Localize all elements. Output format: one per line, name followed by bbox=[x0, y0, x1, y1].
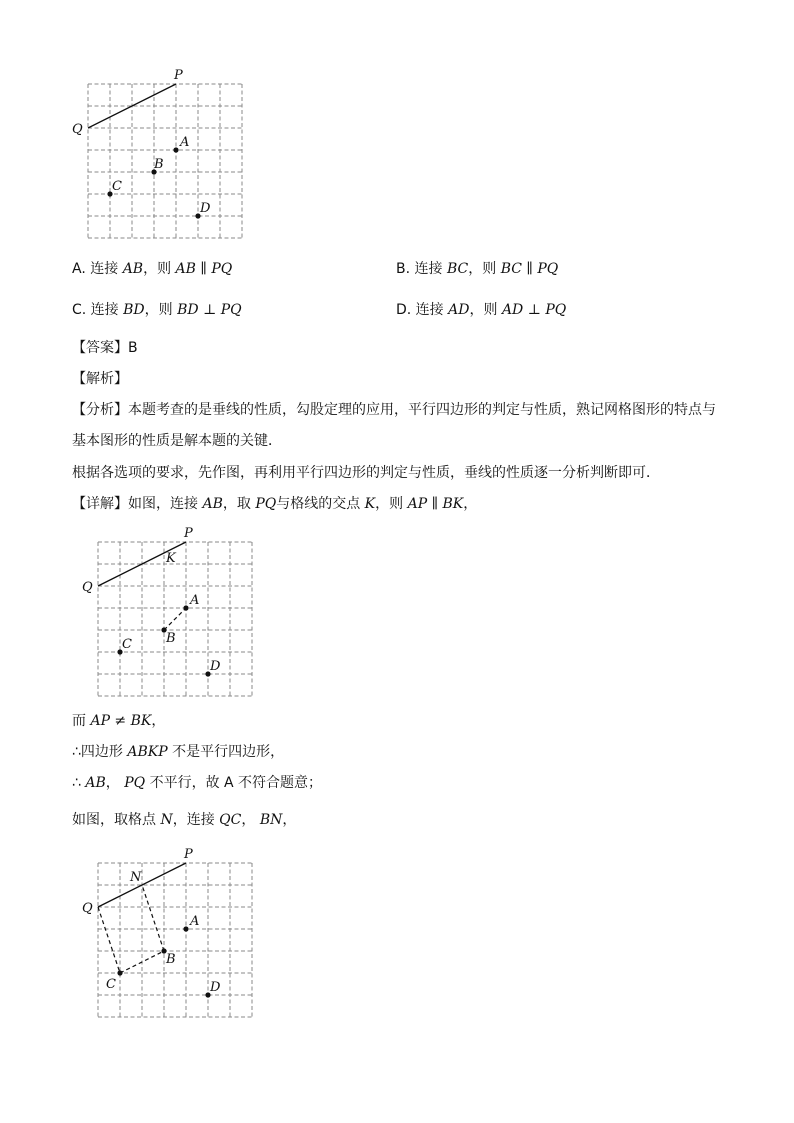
point-c bbox=[117, 970, 122, 975]
label-q: Q bbox=[82, 580, 93, 595]
line-3-text-1: ∴四边形 bbox=[72, 744, 128, 760]
point-a bbox=[183, 605, 188, 610]
detail-math-3: K bbox=[364, 496, 376, 512]
line-2 bbox=[72, 711, 165, 731]
point-a bbox=[173, 147, 178, 152]
label-d: D bbox=[210, 980, 221, 995]
line-3 bbox=[72, 742, 284, 762]
detail-line bbox=[72, 494, 477, 514]
option-b-mid: ，则 bbox=[468, 261, 501, 277]
figure-1 bbox=[70, 66, 250, 242]
option-b-prefix: B. 连接 bbox=[396, 261, 447, 277]
line-5 bbox=[72, 810, 296, 830]
line-5-math-1: N bbox=[160, 812, 173, 828]
grid-lines bbox=[88, 84, 242, 238]
label-n: N bbox=[130, 870, 142, 885]
label-b: B bbox=[166, 631, 176, 646]
option-c-prefix: C. 连接 bbox=[72, 302, 124, 318]
label-d: D bbox=[200, 201, 211, 216]
line-2-text-2: ， bbox=[151, 713, 166, 729]
fenxi-line-1 bbox=[72, 400, 716, 420]
grid-lines bbox=[98, 863, 252, 1017]
option-c-mid: ，则 bbox=[144, 302, 178, 318]
line-5-math-3: BN bbox=[259, 812, 283, 828]
figure-1-svg bbox=[70, 66, 250, 242]
option-b-seg: BC bbox=[446, 261, 469, 277]
figure-2 bbox=[80, 524, 260, 700]
line-4-text-2: ， bbox=[105, 775, 125, 791]
figure-3-svg bbox=[80, 845, 260, 1021]
line-5-text-3: ， bbox=[241, 812, 260, 828]
line-5-math-2: QC bbox=[219, 812, 242, 828]
option-a-prefix: A. 连接 bbox=[72, 261, 123, 277]
line-2-text-1: 而 bbox=[72, 713, 91, 729]
detail-math-4: AP ∥ BK bbox=[407, 496, 464, 512]
label-a: A bbox=[190, 914, 200, 929]
line-4-math-1: AB bbox=[85, 775, 106, 791]
analysis-heading bbox=[72, 369, 128, 389]
detail-math-2: PQ bbox=[255, 496, 277, 512]
option-d-seg: AD bbox=[448, 302, 470, 318]
line-4-math-2: PQ bbox=[124, 775, 146, 791]
option-d-mid: ，则 bbox=[469, 302, 502, 318]
label-d: D bbox=[210, 659, 221, 674]
label-a: A bbox=[180, 135, 190, 150]
label-p: P bbox=[184, 847, 193, 862]
fenxi-text-2: 基本图形的性质是解本题的关键． bbox=[72, 433, 282, 449]
label-b: B bbox=[166, 952, 176, 967]
line-5-text-2: ，连接 bbox=[172, 812, 220, 828]
detail-text-5: ， bbox=[463, 496, 478, 512]
detail-tag: 【详解】 bbox=[72, 496, 128, 512]
point-a bbox=[183, 926, 188, 931]
segment-bn-dashed bbox=[142, 885, 164, 951]
option-d-prefix: D. 连接 bbox=[396, 302, 449, 318]
plan-line bbox=[72, 463, 660, 483]
option-c-seg: BD bbox=[123, 302, 145, 318]
label-q: Q bbox=[82, 901, 93, 916]
option-a-rel: AB ∥ PQ bbox=[175, 261, 233, 277]
detail-text-3: 与格线的交点 bbox=[276, 496, 365, 512]
detail-math-1: AB bbox=[202, 496, 223, 512]
option-d-rel: AD ⊥ PQ bbox=[501, 302, 567, 318]
label-k: K bbox=[166, 551, 176, 566]
detail-text-4: ，则 bbox=[375, 496, 408, 512]
option-a-mid: ，则 bbox=[143, 261, 176, 277]
answer-value: B bbox=[128, 340, 138, 356]
line-2-math-1: AP ≠ BK bbox=[90, 713, 152, 729]
fenxi-tag: 【分析】 bbox=[72, 402, 128, 418]
option-b-rel: BC ∥ PQ bbox=[500, 261, 559, 277]
line-4-text-3: 不平行，故 A 不符合题意； bbox=[145, 775, 323, 791]
line-4-text-1: ∴ bbox=[72, 775, 86, 791]
option-a bbox=[72, 259, 232, 279]
fenxi-line-2 bbox=[72, 431, 282, 451]
figure-2-svg bbox=[80, 524, 260, 700]
label-p: P bbox=[184, 526, 193, 541]
option-d bbox=[396, 300, 566, 320]
segment-ab-dashed bbox=[164, 608, 186, 630]
line-4 bbox=[72, 773, 322, 793]
answer-line bbox=[72, 338, 138, 358]
label-c: C bbox=[122, 637, 132, 652]
figure-3 bbox=[80, 845, 260, 1021]
option-c-rel: BD ⊥ PQ bbox=[177, 302, 242, 318]
fenxi-text-1: 本题考查的是垂线的性质，勾股定理的应用，平行四边形的判定与性质，熟记网格图形的特点与 bbox=[128, 402, 716, 418]
segment-qc-dashed bbox=[98, 907, 120, 973]
label-q: Q bbox=[72, 122, 83, 137]
option-a-seg: AB bbox=[122, 261, 144, 277]
line-3-text-2: 不是平行四边形， bbox=[167, 744, 285, 760]
answer-tag: 【答案】 bbox=[72, 340, 128, 356]
option-c bbox=[72, 300, 242, 320]
label-a: A bbox=[190, 593, 200, 608]
line-5-text-4: ， bbox=[282, 812, 297, 828]
plan-text: 根据各选项的要求，先作图，再利用平行四边形的判定与性质，垂线的性质逐一分析判断即可． bbox=[72, 465, 660, 481]
line-3-math-1: ABKP bbox=[127, 744, 168, 760]
analysis-tag: 【解析】 bbox=[72, 371, 128, 387]
label-p: P bbox=[174, 68, 183, 83]
line-5-text-1: 如图，取格点 bbox=[72, 812, 161, 828]
detail-text-1: 如图，连接 bbox=[128, 496, 203, 512]
label-b: B bbox=[154, 157, 164, 172]
detail-text-2: ，取 bbox=[222, 496, 256, 512]
label-c: C bbox=[106, 977, 116, 992]
label-c: C bbox=[112, 179, 122, 194]
option-b bbox=[396, 259, 558, 279]
